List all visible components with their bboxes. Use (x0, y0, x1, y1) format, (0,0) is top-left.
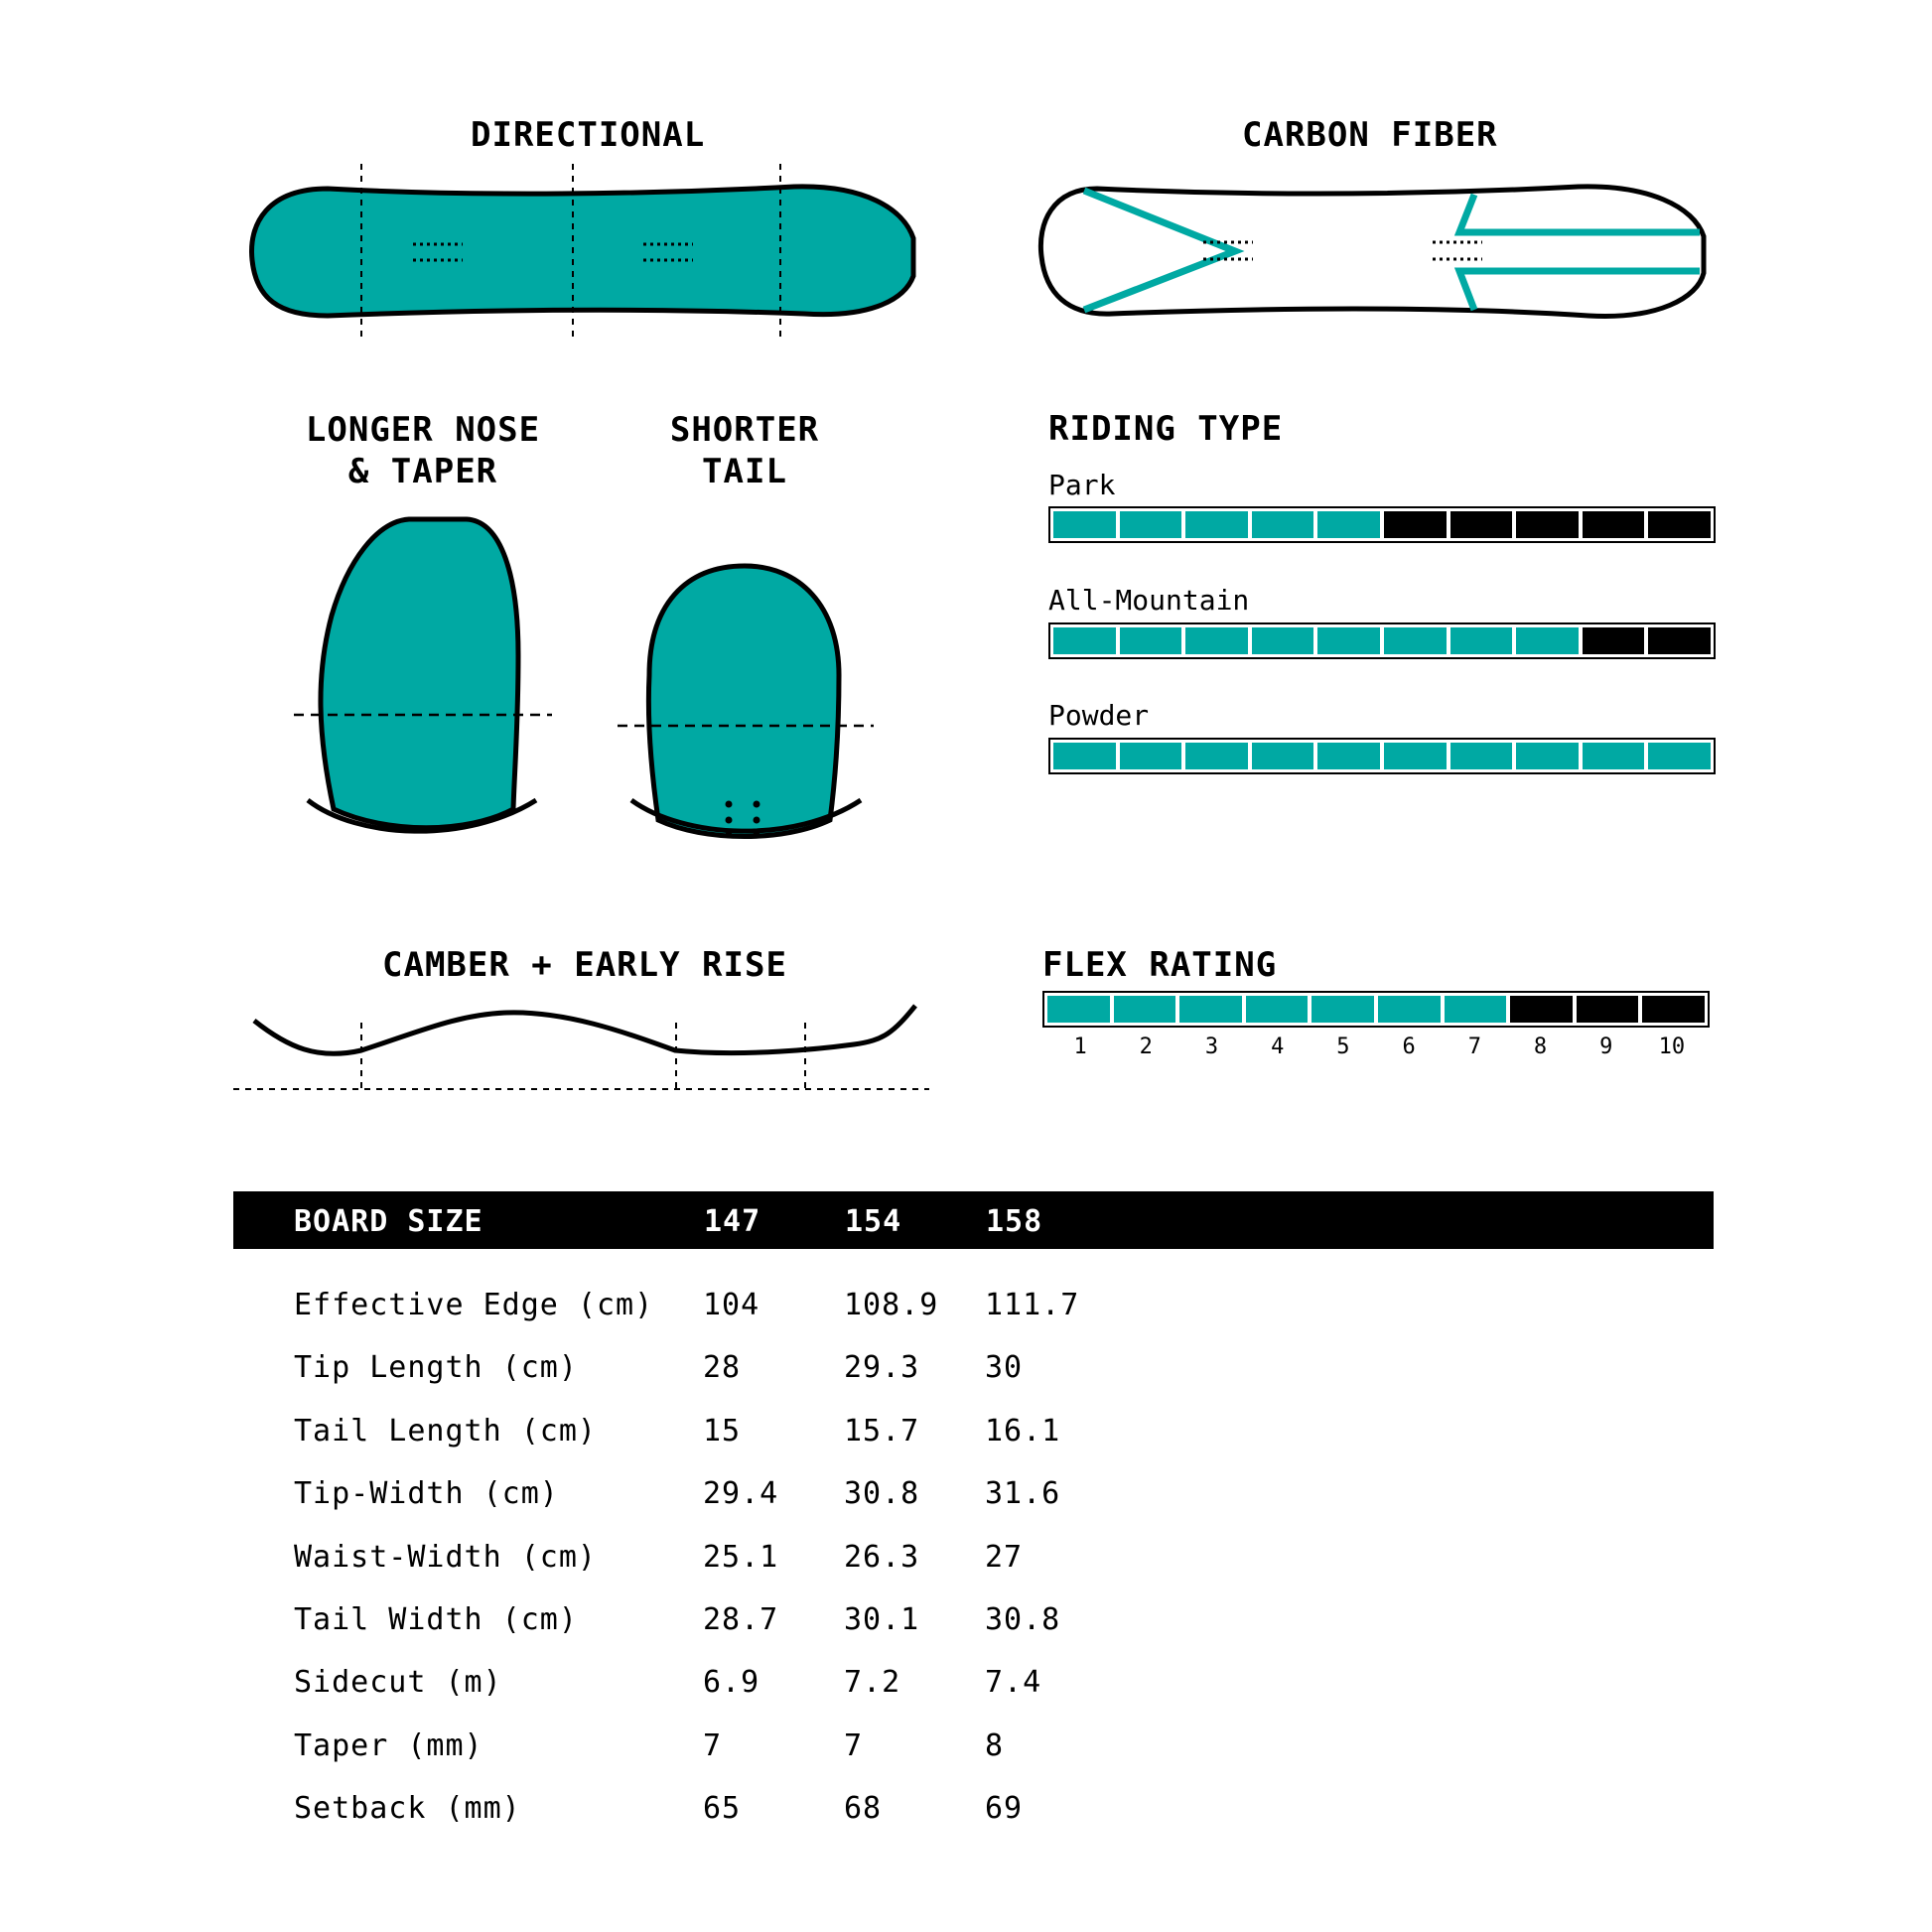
rating-segment (1516, 743, 1579, 769)
rating-segment (1384, 511, 1447, 538)
spec-value: 7.2 (844, 1665, 901, 1701)
flex-rating-scale (1047, 1035, 1705, 1059)
riding-type-bar-powder (1048, 738, 1716, 774)
rating-segment (1179, 996, 1242, 1023)
flex-tick-label: 3 (1204, 1035, 1219, 1059)
rating-segment (1648, 627, 1711, 654)
riding-type-label-powder: Powder (1048, 699, 1150, 732)
rating-segment (1252, 627, 1314, 654)
spec-value: 7.4 (985, 1665, 1042, 1701)
spec-value: 28 (703, 1350, 742, 1386)
spec-label: Taper (mm) (294, 1727, 483, 1763)
flex-tick-label: 6 (1402, 1035, 1416, 1059)
directional-heading: DIRECTIONAL (471, 115, 706, 155)
rating-segment (1120, 511, 1182, 538)
board-size-header (233, 1191, 1714, 1249)
spec-value: 7 (703, 1727, 723, 1763)
rating-segment (1252, 743, 1314, 769)
rating-segment (1252, 511, 1314, 538)
spec-label: Tip Length (cm) (294, 1350, 578, 1386)
rating-segment (1648, 511, 1711, 538)
rating-segment (1384, 743, 1447, 769)
spec-value: 30.8 (844, 1476, 920, 1512)
spec-value: 69 (985, 1791, 1024, 1827)
rating-segment (1450, 743, 1513, 769)
spec-value: 104 (703, 1288, 760, 1322)
size-154-header: 154 (845, 1204, 902, 1239)
spec-value: 8 (985, 1727, 1005, 1763)
spec-label: Tail Length (cm) (294, 1413, 597, 1449)
spec-value: 26.3 (844, 1539, 920, 1575)
rating-segment (1516, 627, 1579, 654)
flex-tick-label: 2 (1139, 1035, 1153, 1059)
rating-segment (1583, 743, 1645, 769)
spec-label: Sidecut (m) (294, 1665, 502, 1701)
flex-tick-label: 4 (1271, 1035, 1285, 1059)
spec-value: 108.9 (844, 1288, 939, 1322)
riding-type-label-all-mountain: All-Mountain (1048, 584, 1250, 617)
shorter-tail-heading-line2: TAIL (702, 452, 787, 491)
spec-value: 7 (844, 1727, 864, 1763)
longer-nose-icon (294, 519, 552, 831)
spec-value: 31.6 (985, 1476, 1061, 1512)
flex-tick-label: 9 (1599, 1035, 1613, 1059)
rating-segment (1317, 743, 1380, 769)
board-size-label: BOARD SIZE (294, 1204, 483, 1239)
rating-segment (1317, 511, 1380, 538)
directional-board-icon (252, 164, 913, 338)
flex-tick-label: 1 (1073, 1035, 1087, 1059)
spec-value: 28.7 (703, 1602, 779, 1637)
spec-label: Effective Edge (cm) (294, 1288, 654, 1322)
flex-tick-label: 10 (1658, 1035, 1686, 1059)
longer-nose-heading-line1: LONGER NOSE (305, 410, 541, 450)
rating-segment (1445, 996, 1507, 1023)
rating-segment (1450, 511, 1513, 538)
rating-segment (1648, 743, 1711, 769)
rating-segment (1185, 743, 1248, 769)
longer-nose-heading (274, 409, 572, 492)
carbon-fiber-board-icon (1040, 187, 1704, 317)
spec-value: 30.1 (844, 1602, 920, 1637)
rating-segment (1120, 627, 1182, 654)
rating-segment (1583, 511, 1645, 538)
rating-segment (1317, 627, 1380, 654)
spec-value: 29.4 (703, 1476, 779, 1512)
riding-type-heading: RIDING TYPE (1048, 409, 1284, 449)
flex-rating-bar (1042, 991, 1710, 1028)
riding-type-label-park: Park (1048, 469, 1116, 501)
rating-segment (1450, 627, 1513, 654)
spec-value: 15.7 (844, 1413, 920, 1449)
shorter-tail-heading-line1: SHORTER (669, 410, 820, 450)
rating-segment (1053, 511, 1116, 538)
rating-segment (1246, 996, 1309, 1023)
flex-tick-label: 5 (1336, 1035, 1350, 1059)
rating-segment (1510, 996, 1573, 1023)
rating-segment (1583, 627, 1645, 654)
rating-segment (1114, 996, 1176, 1023)
rating-segment (1120, 743, 1182, 769)
spec-label: Tail Width (cm) (294, 1602, 578, 1637)
spec-value: 6.9 (703, 1665, 760, 1701)
spec-label: Tip-Width (cm) (294, 1476, 559, 1512)
spec-value: 27 (985, 1539, 1024, 1575)
rating-segment (1384, 627, 1447, 654)
flex-tick-label: 8 (1533, 1035, 1548, 1059)
spec-value: 111.7 (985, 1288, 1080, 1322)
spec-value: 30.8 (985, 1602, 1061, 1637)
rating-segment (1185, 627, 1248, 654)
spec-value: 16.1 (985, 1413, 1061, 1449)
flex-tick-label: 7 (1467, 1035, 1481, 1059)
camber-heading: CAMBER + EARLY RISE (382, 945, 787, 985)
spec-value: 25.1 (703, 1539, 779, 1575)
rating-segment (1516, 511, 1579, 538)
spec-value: 68 (844, 1791, 883, 1827)
camber-profile-icon (233, 1006, 929, 1090)
carbon-fiber-heading: CARBON FIBER (1242, 115, 1498, 155)
shorter-tail-heading (645, 409, 844, 492)
spec-label: Waist-Width (cm) (294, 1539, 597, 1575)
size-147-header: 147 (704, 1204, 761, 1239)
rating-segment (1053, 627, 1116, 654)
riding-type-bar-all-mountain (1048, 622, 1716, 659)
rating-segment (1378, 996, 1441, 1023)
size-158-header: 158 (986, 1204, 1043, 1239)
spec-value: 29.3 (844, 1350, 920, 1386)
longer-nose-heading-line2: & TAPER (347, 452, 498, 491)
flex-rating-heading: FLEX RATING (1042, 945, 1278, 985)
spec-value: 30 (985, 1350, 1024, 1386)
rating-segment (1577, 996, 1639, 1023)
rating-segment (1185, 511, 1248, 538)
spec-label: Setback (mm) (294, 1791, 521, 1827)
rating-segment (1642, 996, 1705, 1023)
shorter-tail-icon (618, 566, 874, 839)
spec-value: 15 (703, 1413, 742, 1449)
rating-segment (1311, 996, 1374, 1023)
spec-value: 65 (703, 1791, 742, 1827)
rating-segment (1047, 996, 1110, 1023)
rating-segment (1053, 743, 1116, 769)
riding-type-bar-park (1048, 506, 1716, 543)
